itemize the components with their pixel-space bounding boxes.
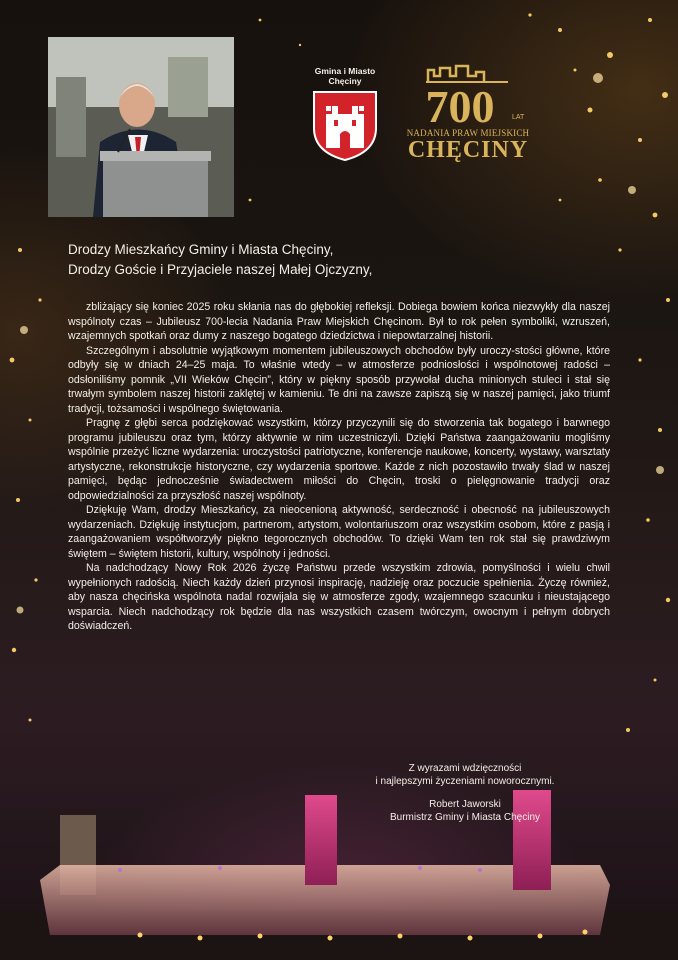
closing-line2: i najlepszymi życzeniami noworocznymi. xyxy=(375,776,555,787)
mayor-photo xyxy=(48,37,234,217)
jubilee-lat: LAT xyxy=(512,114,525,121)
signer-title: Burmistrz Gminy i Miasta Chęciny xyxy=(389,812,541,823)
paragraph-2: Szczególnym i absolutnie wyjątkowym momentem jubileuszowych obchodów były uroczy-stości główne, które odbyły się w dniach 24–25 maja. To właśnie wtedy – w atmosferze podniosłości i wspólnotowej radości – odsłoniliśmy pomnik „VII Wieków Chęcin”, który w piękny sposób przywołał ducha minionych stuleci i stał się trwałym symbolem naszej historii zaklętej w kamieniu. Te dni na zawsze zapiszą się w naszej pamięci, jako triumf tradycji, tożsamości i wspólnego świętowania. xyxy=(68,344,610,415)
paragraph-5: Na nadchodzący Nowy Rok 2026 życzę Państwu przede wszystkim zdrowia, pomyślności i wielu chwil wypełnionych radością. Niech każdy dzień przynosi inspirację, nadzieję oraz poczucie spełnienia. Życzę również, aby nasza chęcińska wspólnota nadal rozwijała się w atmosferze zgody, wzajemnego szacunku i nieustającego wsparcia. Niech nadchodzący rok będzie dla nas wszystkich czasem twórczym, owocnym i pełnym dobrych doświadczeń. xyxy=(68,562,610,632)
paragraph-1: zbliżający się koniec 2025 roku skłania nas do głębokiej refleksji. Dobiega bowiem końca niezwykły dla naszej wspólnoty czas – Jubileusz 700-lecia Nadania Praw Miejskich Chęcinom. Był to rok pełen symboliki, wzruszeń, wzajemnych spotkań oraz dumy z naszego bogatego dziedzictwa i niepowtarzalnej historii. xyxy=(68,301,610,342)
greeting-line1: Drodzy Mieszkańcy Gminy i Miasta Chęciny, xyxy=(68,242,334,257)
greeting xyxy=(68,240,610,280)
jubilee-number: 700 xyxy=(425,81,495,132)
crest-label xyxy=(309,66,381,86)
greeting-line2: Drodzy Goście i Przyjaciele naszej Małej Ojczyzny, xyxy=(68,262,373,277)
closing-line1: Z wyrazami wdzięczności xyxy=(408,763,522,774)
jubilee-subtitle: NADANIA PRAW MIEJSKICH xyxy=(406,128,530,138)
signer-name: Robert Jaworski xyxy=(429,799,501,810)
letter-body xyxy=(68,240,610,634)
crest-label-line1: Gmina i Miasto xyxy=(314,66,376,76)
jubilee-town: CHĘCINY xyxy=(407,137,529,163)
paragraph-4: Dziękuję Wam, drodzy Mieszkańcy, za nieocenioną aktywność, serdeczność i obecność na jubileuszowych wydarzeniach. Dziękuję instytucjom, partnerom, artystom, wolontariuszom oraz wszystkim osobom, które z pasją i zaangażowaniem współtworzyły piękno tegorocznych obchodów. To dzięki Wam ten rok stał się prawdziwym świętem – świętem historii, kultury, wspólnoty i jedności. xyxy=(68,504,610,560)
coat-of-arms-icon xyxy=(312,90,378,162)
paragraph-3: Pragnę z głębi serca podziękować wszystkim, którzy przyczynili się do stworzenia tak bogatego i barwnego programu jubileuszu oraz tym, którzy aktywnie w nim uczestniczyli. Dzięki Państwa zaangażowaniu mogliśmy wspólnie przeżyć liczne wydarzenia: uroczystości patriotyczne, konferencje naukowe, koncerty, wystawy, warsztaty artystyczne, rekonstrukcje historyczne, czy wydarzenia sportowe. Każde z nich pozostawiło trwały ślad w naszej pamięci, będąc jednocześnie świadectwem miłości do Chęcin, troski o pielęgnowanie tradycji oraz odpowiedzialności za przyszłość naszej wspólnoty. xyxy=(68,417,610,502)
signature-block xyxy=(330,762,600,824)
crest-label-line2: Chęciny xyxy=(328,76,362,86)
letter-paragraphs xyxy=(68,300,610,634)
